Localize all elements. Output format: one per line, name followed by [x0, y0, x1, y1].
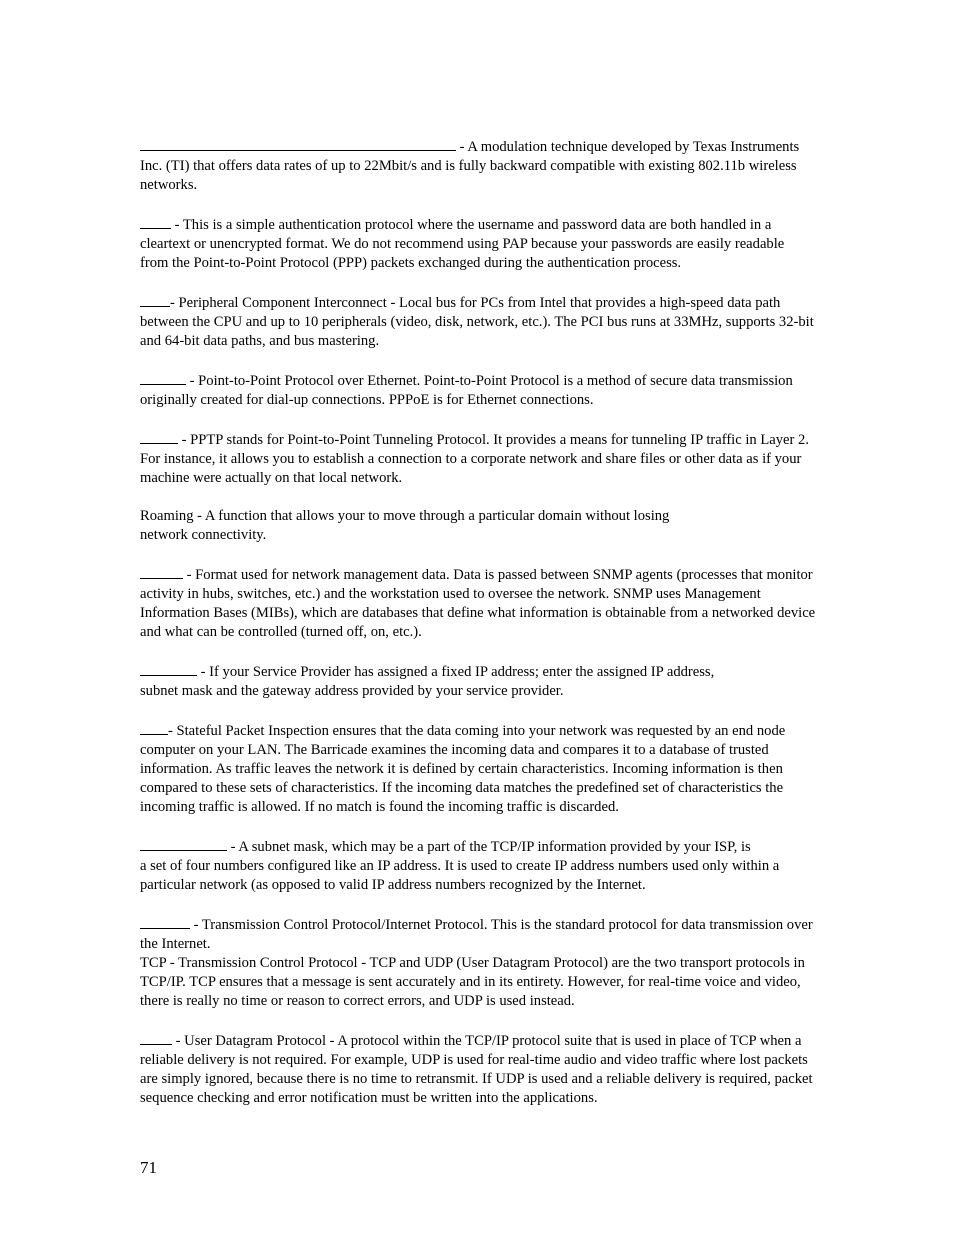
glossary-entry-static-ip	[140, 661, 816, 701]
entry-text: - A modulation technique developed by Texas Instruments Inc. (TI) that offers data rates of up to 22Mbit/s and is fully backward compatible with existing 802.11b wireless networks.	[140, 139, 800, 193]
glossary-entry-subnet-mask	[140, 836, 816, 895]
glossary-entry-pci	[140, 292, 816, 351]
entry-text-continued: a set of four numbers configured like an IP address. It is used to create IP address numbers used only within a particular network (as opposed to valid IP address numbers recognized by the Internet.	[140, 858, 780, 893]
term-blank	[140, 720, 168, 735]
entry-text: - A subnet mask, which may be a part of the TCP/IP information provided by your ISP, is	[227, 839, 751, 855]
term-blank	[140, 370, 186, 385]
glossary-entry-tcpip	[140, 914, 816, 954]
glossary-entry-tcp	[140, 954, 816, 1011]
glossary-entry-roaming	[140, 507, 816, 545]
entry-text: TCP - Transmission Control Protocol - TCP and UDP (User Datagram Protocol) are the two transport protocols in TCP/IP. TCP ensures that a message is sent accurately and in its entirety. However, for real-time voice and video, there is really no time or reason to correct errors, and UDP is used instead.	[140, 955, 805, 1009]
glossary-entry-pap	[140, 214, 816, 273]
term-blank	[140, 214, 171, 229]
entry-text-continued: subnet mask and the gateway address provided by your service provider.	[140, 683, 564, 699]
entry-text: - If your Service Provider has assigned a fixed IP address; enter the assigned IP address,	[197, 664, 715, 680]
entry-text: - Peripheral Component Interconnect - Local bus for PCs from Intel that provides a high-speed data path between the CPU and up to 10 peripherals (video, disk, network, etc.). The PCI bus runs at 33MHz, supports 32-bit and 64-bit data paths, and bus mastering.	[140, 295, 814, 349]
glossary-entry-udp	[140, 1030, 816, 1108]
page-number: 71	[140, 1158, 157, 1177]
entry-text: - Transmission Control Protocol/Internet Protocol. This is the standard protocol for data transmission over the Internet.	[140, 917, 813, 952]
term-blank	[140, 914, 190, 929]
term-blank	[140, 292, 170, 307]
entry-text: - Point-to-Point Protocol over Ethernet. Point-to-Point Protocol is a method of secure data transmission originally created for dial-up connections. PPPoE is for Ethernet connections.	[140, 373, 793, 408]
term-blank	[140, 1030, 172, 1045]
entry-text: Roaming - A function that allows your to move through a particular domain without losing	[140, 508, 670, 524]
glossary-entry-snmp	[140, 564, 816, 642]
entry-text: - User Datagram Protocol - A protocol within the TCP/IP protocol suite that is used in place of TCP when a reliable delivery is not required. For example, UDP is used for real-time audio and video traffic where lost packets are simply ignored, because there is no time to retransmit. If UDP is used and a reliable delivery is required, packet sequence checking and error notification must be written into the applications.	[140, 1033, 813, 1106]
glossary-page	[140, 136, 816, 1127]
entry-text: - PPTP stands for Point-to-Point Tunneling Protocol. It provides a means for tunneling IP traffic in Layer 2. For instance, it allows you to establish a connection to a corporate network and share files or other data as if your machine were actually on that local network.	[140, 432, 809, 486]
term-blank	[140, 836, 227, 851]
term-blank	[140, 136, 456, 151]
glossary-entry-spi	[140, 720, 816, 817]
entry-text: - This is a simple authentication protocol where the username and password data are both handled in a cleartext or unencrypted format. We do not recommend using PAP because your passwords are easily readable from the Point-to-Point Protocol (PPP) packets exchanged during the authentication process.	[140, 217, 785, 271]
glossary-entry-pbcc	[140, 136, 816, 195]
entry-text: - Format used for network management data. Data is passed between SNMP agents (processes that monitor activity in hubs, switches, etc.) and the workstation used to oversee the network. SNMP uses Management Information Bases (MIBs), which are databases that define what information is obtainable from a networked device and what can be controlled (turned off, on, etc.).	[140, 567, 816, 640]
glossary-entry-pptp	[140, 429, 816, 488]
term-blank	[140, 661, 197, 676]
term-blank	[140, 429, 178, 444]
glossary-entry-pppoe	[140, 370, 816, 410]
term-blank	[140, 564, 183, 579]
entry-text: - Stateful Packet Inspection ensures that the data coming into your network was requested by an end node computer on your LAN. The Barricade examines the incoming data and compares it to a database of trusted information. As traffic leaves the network it is defined by certain characteristics. Incoming information is then compared to these sets of characteristics. If the incoming data matches the predefined set of characteristics the incoming traffic is allowed. If no match is found the incoming traffic is discarded.	[140, 723, 786, 815]
entry-text-continued: network connectivity.	[140, 527, 267, 543]
